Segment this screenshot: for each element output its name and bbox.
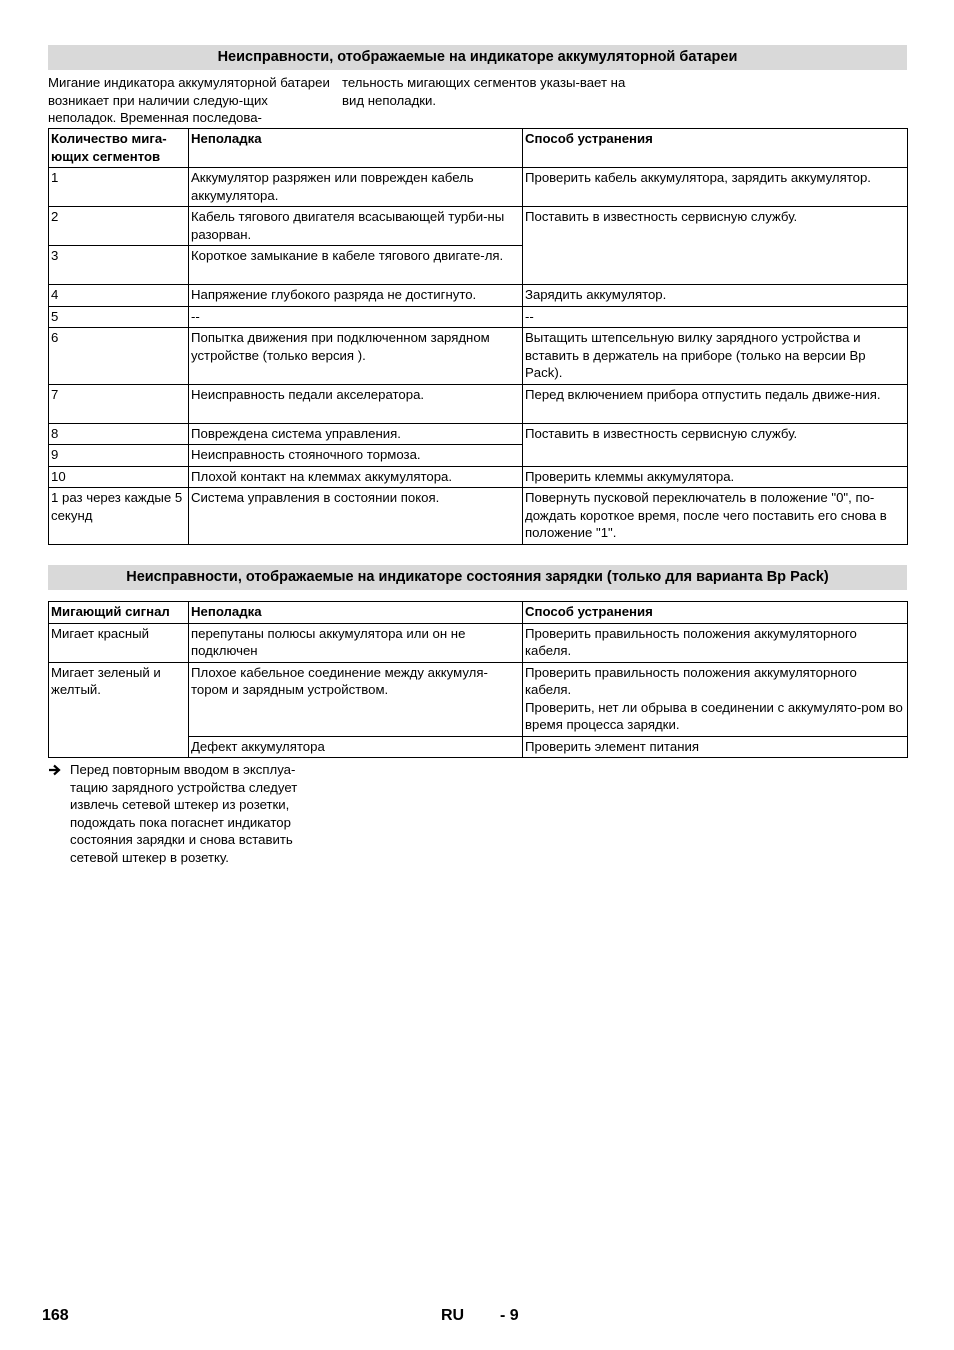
table-row — [49, 488, 908, 545]
table-row — [49, 285, 908, 307]
remedy-text: Повернуть пусковой переключатель в положение "0", по-дождать короткое время, после чего поставить его снова в положение "1". — [523, 488, 908, 545]
table-row — [49, 306, 908, 328]
segment-count: 2 — [49, 207, 189, 246]
segment-count: 6 — [49, 328, 189, 385]
page-number: 168 — [42, 1307, 69, 1324]
table-row — [49, 384, 908, 423]
battery-fault-table — [48, 128, 908, 545]
segment-count: 8 — [49, 423, 189, 445]
header-fault: Неполадка — [189, 602, 523, 624]
remedy-text: Зарядить аккумулятор. — [523, 285, 908, 307]
header-signal: Мигающий сигнал — [49, 602, 189, 624]
segment-count: 10 — [49, 466, 189, 488]
remedy-text: Перед включением прибора отпустить педаль движе-ния. — [523, 384, 908, 423]
table-row — [49, 662, 908, 736]
header-segment-count: Количество мига-ющих сегментов — [49, 129, 189, 168]
remedy-text: Поставить в известность сервисную службу. — [523, 423, 908, 466]
fault-text: Неисправность стояночного тормоза. — [189, 445, 523, 467]
remedy-text: Проверить, нет ли обрыва в соединении с аккумулято-ром во время процесса зарядки. — [525, 699, 903, 732]
header-remedy: Способ устранения — [523, 602, 908, 624]
segment-count: 1 раз через каждые 5 секунд — [49, 488, 189, 545]
fault-text: Неисправность педали акселератора. — [189, 384, 523, 423]
segment-count: 3 — [49, 246, 189, 285]
remedy-text: Поставить в известность сервисную службу. — [523, 207, 908, 285]
note — [48, 761, 348, 866]
table-header-row — [49, 602, 908, 624]
segment-count: 4 — [49, 285, 189, 307]
fault-text: перепутаны полюсы аккумулятора или он не подключен — [189, 623, 523, 662]
segment-count: 7 — [49, 384, 189, 423]
table-row — [49, 423, 908, 445]
remedy-cell — [523, 662, 908, 736]
intro-text-col2: тельность мигающих сегментов указы-вает на вид неполадки. — [342, 75, 626, 108]
remedy-text: Проверить правильность положения аккумуляторного кабеля. — [523, 623, 908, 662]
header-remedy: Способ устранения — [523, 129, 908, 168]
arrow-right-icon — [48, 761, 70, 866]
remedy-text: Проверить правильность положения аккумуляторного кабеля. — [525, 664, 857, 697]
remedy-text: Проверить элемент питания — [523, 736, 908, 758]
segment-count: 5 — [49, 306, 189, 328]
segment-count: 9 — [49, 445, 189, 467]
fault-text: Аккумулятор разряжен или поврежден кабель аккумулятора. — [189, 168, 523, 207]
remedy-text: -- — [523, 306, 908, 328]
table-row — [49, 466, 908, 488]
table-header-row — [49, 129, 908, 168]
signal-text: Мигает зеленый и желтый. — [49, 662, 189, 758]
fault-text: Напряжение глубокого разряда не достигнуто. — [189, 285, 523, 307]
fault-text: Попытка движения при подключенном зарядном устройстве (только версия ). — [189, 328, 523, 385]
remedy-text: Вытащить штепсельную вилку зарядного устройства и вставить в держатель на приборе (только на версии Bp Pack). — [523, 328, 908, 385]
note-text: Перед повторным вводом в эксплуа-тацию зарядного устройства следует извлечь сетевой штекер из розетки, подождать пока погаснет индикатор состояния зарядки и снова вставить сетевой штекер в розетку. — [70, 762, 298, 865]
segment-count: 1 — [49, 168, 189, 207]
fault-text: Кабель тягового двигателя всасывающей турби-ны разорван. — [189, 207, 523, 246]
table-row — [49, 207, 908, 246]
table-row — [49, 168, 908, 207]
remedy-text: Проверить кабель аккумулятора, зарядить аккумулятор. — [523, 168, 908, 207]
sub-page-number: - 9 — [500, 1307, 519, 1324]
fault-text: Короткое замыкание в кабеле тягового двигате-ля. — [189, 246, 523, 285]
fault-text: Дефект аккумулятора — [189, 736, 523, 758]
remedy-text: Проверить клеммы аккумулятора. — [523, 466, 908, 488]
charge-fault-table — [48, 601, 908, 758]
fault-text: Плохое кабельное соединение между аккумуля-тором и зарядным устройством. — [189, 662, 523, 736]
table-row — [49, 328, 908, 385]
fault-text: Плохой контакт на клеммах аккумулятора. — [189, 466, 523, 488]
section-title-charge-indicator: Неисправности, отображаемые на индикаторе состояния зарядки (только для варианта Bp Pack) — [48, 565, 907, 590]
signal-text: Мигает красный — [49, 623, 189, 662]
fault-text: Повреждена система управления. — [189, 423, 523, 445]
intro-text-col1: Мигание индикатора аккумуляторной батареи возникает при наличии следую-щих неполадок. Временная последова- — [48, 75, 330, 125]
fault-text: -- — [189, 306, 523, 328]
table-row — [49, 623, 908, 662]
header-fault: Неполадка — [189, 129, 523, 168]
section-title-battery-indicator: Неисправности, отображаемые на индикаторе аккумуляторной батареи — [48, 45, 907, 70]
language-code: RU — [441, 1307, 465, 1324]
fault-text: Система управления в состоянии покоя. — [189, 488, 523, 545]
